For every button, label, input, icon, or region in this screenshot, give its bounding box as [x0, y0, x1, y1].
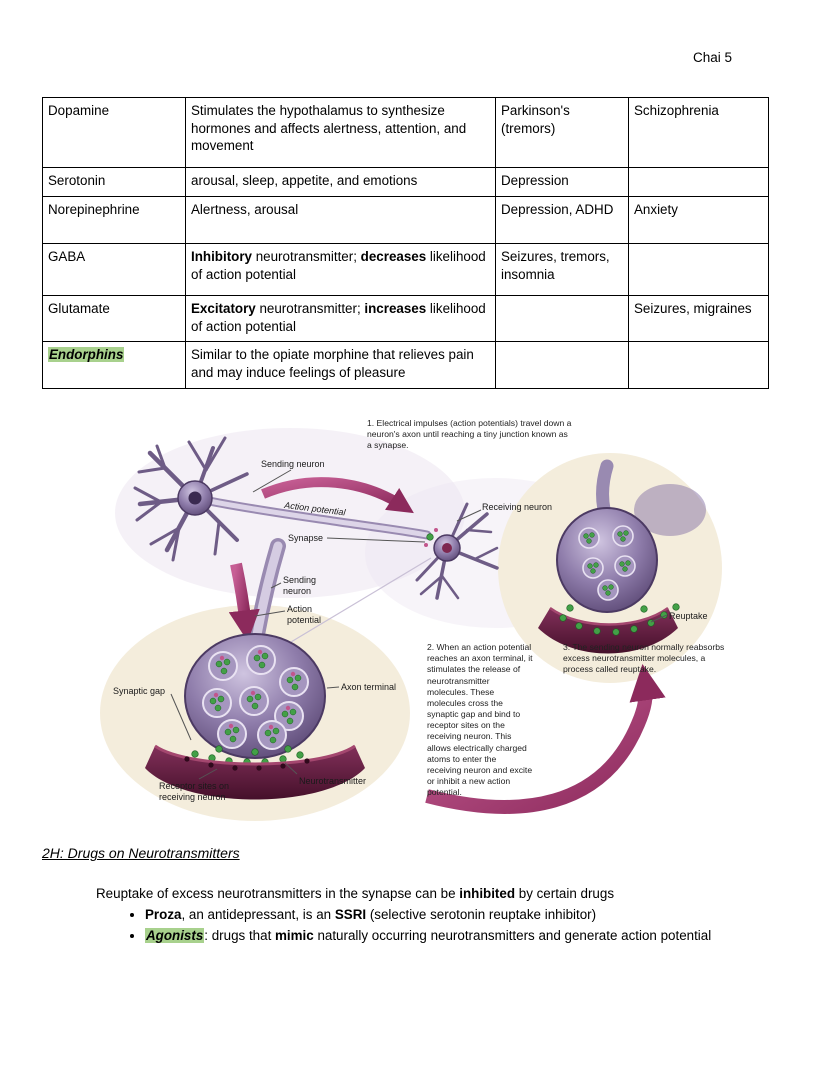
section-content — [96, 884, 768, 946]
text-run: Inhibitory — [191, 249, 252, 264]
text-run: likelihood of action potential — [191, 301, 486, 334]
text-run: decreases — [360, 249, 427, 264]
bullet-agonists — [145, 926, 768, 947]
text-run: Schizophrenia — [634, 103, 719, 118]
text-run: neurotransmitter; — [252, 249, 361, 264]
table-cell — [186, 197, 496, 244]
text-run: likelihood of action potential — [191, 249, 486, 282]
diagram-label-receptor-sites: Receptor sites on receiving neuron — [159, 781, 230, 802]
table-cell — [496, 168, 629, 197]
table-row — [43, 244, 769, 296]
table-cell — [43, 342, 186, 389]
text-run: Dopamine — [48, 103, 110, 118]
text-run: Norepinephrine — [48, 202, 140, 217]
diagram-label-synaptic-gap: Synaptic gap — [113, 686, 166, 696]
section-heading-2h: 2H: Drugs on Neurotransmitters — [42, 845, 240, 861]
text-run: : drugs that — [204, 927, 276, 943]
diagram-step-3: 3. The sending neuron normally reabsorbs excess neurotransmitter molecules, a process called reuptake. — [563, 642, 725, 675]
text-run: naturally occurring neurotransmitters and generate action potential — [313, 927, 712, 943]
table-cell — [186, 98, 496, 168]
table-cell — [43, 98, 186, 168]
diagram-label-action-potential-mid: Action potential — [287, 604, 322, 625]
table-row — [43, 296, 769, 342]
table-cell — [629, 244, 769, 296]
text-run: Parkinson's (tremors) — [501, 103, 570, 136]
diagram-label-action-potential-top: Action potential — [283, 500, 347, 518]
text-run: Glutamate — [48, 301, 110, 316]
text-run: neurotransmitter; — [255, 301, 365, 316]
table-cell — [629, 98, 769, 168]
text-run: Alertness, arousal — [191, 202, 299, 217]
text-run: (selective serotonin reuptake inhibitor) — [366, 906, 597, 922]
diagram-label-synapse: Synapse — [288, 533, 324, 543]
text-run: Seizures, tremors, insomnia — [501, 249, 610, 282]
text-run: SSRI — [334, 906, 367, 922]
text-run: arousal, sleep, appetite, and emotions — [191, 173, 418, 188]
text-run: mimic — [275, 927, 314, 943]
text-run: Depression — [501, 173, 569, 188]
page-number-header: Chai 5 — [692, 50, 732, 65]
table-cell — [496, 98, 629, 168]
text-run: , an antidepressant, is an — [181, 906, 335, 922]
bullet-list — [96, 905, 768, 947]
table-cell — [43, 296, 186, 342]
text-run: Seizures, migraines — [634, 301, 752, 316]
table-cell — [186, 342, 496, 389]
text-run: Anxiety — [634, 202, 678, 217]
text-run: Serotonin — [48, 173, 106, 188]
table-cell — [43, 168, 186, 197]
diagram-label-neurotransmitter: Neurotransmitter — [299, 776, 367, 786]
text-run: Reuptake of excess neurotransmitters in the synapse can be — [96, 886, 460, 901]
text-run: increases — [364, 301, 427, 316]
table-row — [43, 98, 769, 168]
text-run: Proza — [145, 906, 182, 922]
table-cell — [43, 197, 186, 244]
table-cell — [496, 197, 629, 244]
table-cell — [186, 168, 496, 197]
diagram-label-sending-neuron-mid: Sending neuron — [283, 575, 317, 596]
diagram-label-axon-terminal: Axon terminal — [341, 682, 397, 692]
table-cell — [43, 244, 186, 296]
paragraph-reuptake — [96, 884, 768, 905]
table-cell — [629, 342, 769, 389]
diagram-label-sending-neuron-top: Sending neuron — [261, 459, 325, 469]
synapse-figure — [95, 418, 745, 823]
text-run: Stimulates the hypothalamus to synthesize hormones and affects alertness, attention, and movement — [191, 103, 467, 154]
text-run: Excitatory — [191, 301, 256, 316]
table-cell — [629, 168, 769, 197]
table-row — [43, 197, 769, 244]
table-cell — [629, 197, 769, 244]
table-cell — [496, 296, 629, 342]
diagram-label-receiving-neuron: Receiving neuron — [482, 502, 553, 512]
synapse-diagram-art — [95, 418, 745, 823]
table-row — [43, 168, 769, 197]
text-run: Similar to the opiate morphine that relieves pain and may induce feelings of pleasure — [191, 347, 474, 380]
table-cell — [496, 342, 629, 389]
text-run: by certain drugs — [515, 886, 615, 901]
text-run: GABA — [48, 249, 86, 264]
text-run: Endorphins — [49, 347, 124, 362]
text-run: inhibited — [459, 886, 516, 901]
diagram-step-1: 1. Electrical impulses (action potentials) travel down a neuron's axon until reaching a tiny junction known as a synapse. — [367, 418, 572, 451]
table-cell — [629, 296, 769, 342]
bullet-proza — [145, 905, 768, 926]
neurotransmitter-table — [42, 97, 769, 389]
table-row — [43, 342, 769, 389]
table-cell — [186, 244, 496, 296]
table-cell — [496, 244, 629, 296]
diagram-label-reuptake: Reuptake — [669, 611, 708, 621]
diagram-step-2: 2. When an action potential reaches an axon terminal, it stimulates the release of neurotransmitter molecules. These molecules cross the synaptic gap and bind to receptor sites on the receiving neuron. This allows electrically charged atoms to enter the receiving neuron and excite or inhibit a new action potential. — [427, 642, 533, 798]
table-cell — [186, 296, 496, 342]
text-run: Depression, ADHD — [501, 202, 614, 217]
text-run: Agonists — [146, 927, 204, 943]
